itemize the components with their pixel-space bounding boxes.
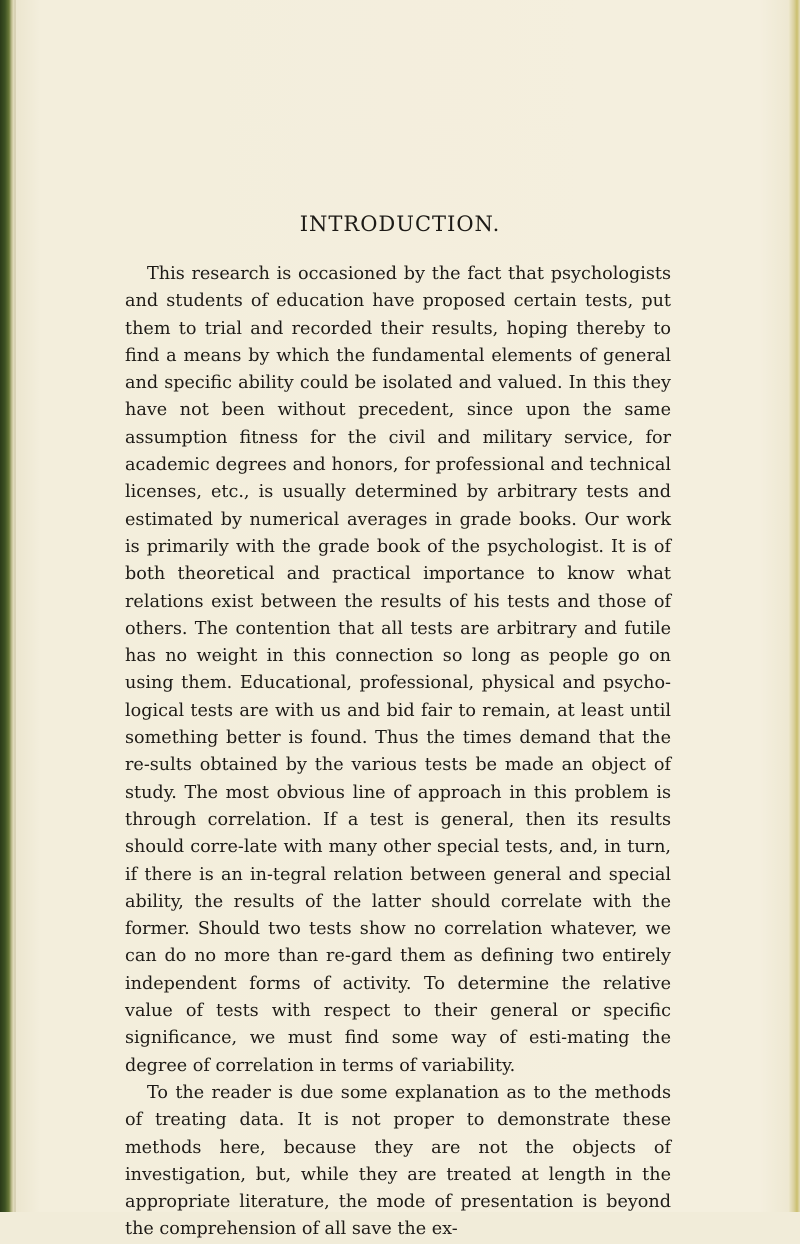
paragraph-1: This research is occasioned by the fact that psychologists and students of education have proposed certain tests, put them to trial and recorded their results, hoping thereby to find a means by which the fundamental elements of general and specific ability could be isolated and valued. In this they have not been without precedent, since upon the same assumption fitness for the civil and military service, for academic degrees and honors, for professional and technical licenses, etc., is usually determined by arbitrary tests and estimated by numerical averages in grade books. Our work is primarily with the grade book of the psychologist. It is of both theoretical and practical importance to know what relations exist between the results of his tests and those of others. The contention that all tests are arbitrary and futile has no weight in this connection so long as people go on using them. Educational, professional, physical and psycho-logical tests are with us and bid fair to remain, at least until something better is found. Thus the times demand that the re-sults obtained by the various tests be made an object of study. The most obvious line of approach in this problem is through correlation. If a test is general, then its results should corre-late with many other special tests, and, in turn, if there is an in-tegral relation between general and special ability, the results of the latter should correlate with the former. Should two tests show no correlation whatever, we can do no more than re-gard them as defining two entirely independent forms of activity. To determine the relative value of tests with respect to their general or specific significance, we must find some way of esti-mating the degree of correlation in terms of variability. bbox=[125, 264, 671, 1076]
binding-shadow bbox=[14, 0, 16, 1212]
chapter-heading: INTRODUCTION. bbox=[299, 212, 501, 236]
paragraph-2: To the reader is due some explanation as to the methods of treating data. It is not proper to demonstrate these methods here, because they are not the objects of investigation, but, while they are treated at length in the appropriate literature, the mode of presentation is beyond the comprehension of all save the ex- bbox=[125, 1082, 671, 1240]
book-binding-edge bbox=[0, 0, 14, 1212]
page-right-edge bbox=[788, 0, 800, 1212]
body-text bbox=[125, 261, 671, 1244]
